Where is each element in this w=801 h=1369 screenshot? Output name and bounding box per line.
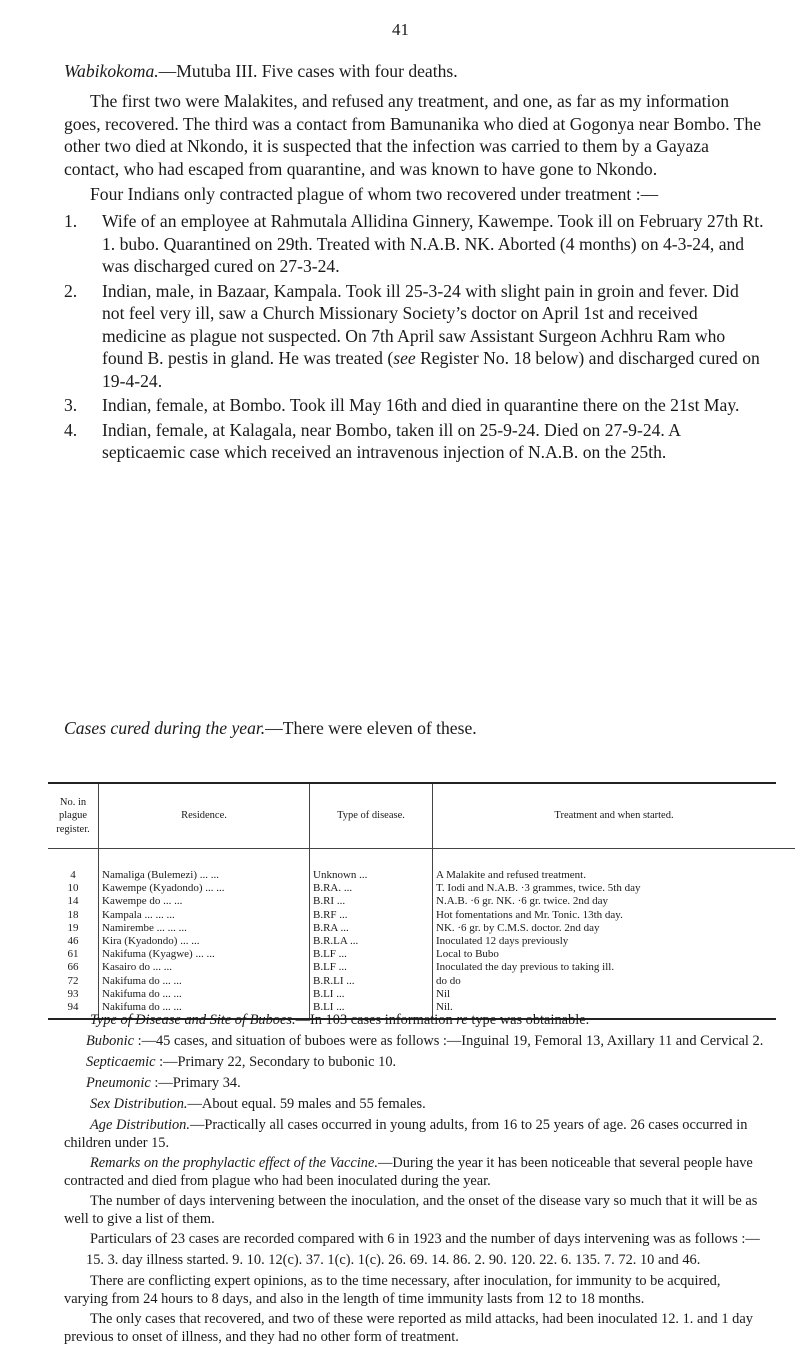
cell-treatment: Local to Bubo: [436, 948, 499, 961]
paragraph-four-indians: Four Indians only contracted plague of whom two recovered under treatment :—: [90, 184, 659, 204]
cell-register-no: 66: [48, 961, 99, 974]
cell-treatment: NK. ·6 gr. by C.M.S. doctor. 2nd day: [436, 921, 600, 934]
sex-text: —About equal. 59 males and 55 females.: [187, 1096, 426, 1112]
intro-heading: Wabikokoma.: [64, 61, 159, 81]
list-item-text: Wife of an employee at Rahmutala Allidina Ginnery, Kawempe. Took ill on February 27th Rt. 1. bubo. Quarantined on 29th. Treated with N.A.B. NK. Aborted (4 months) on 4-3-24, and was discharged cured on 27-3-24.: [102, 211, 764, 276]
bubonic-paragraph: [86, 1033, 776, 1051]
cell-treatment: Inoculated the day previous to taking ill.: [436, 961, 615, 974]
pneumonic-paragraph: [86, 1075, 776, 1093]
list-item: [64, 394, 764, 417]
days-list: 15. 3. day illness started. 9. 10. 12(c). 37. 1(c). 1(c). 26. 69. 14. 86. 2. 90. 120. 22. 6. 135. 7. 72. 10 and 46.: [86, 1252, 701, 1268]
cell-register-no: 93: [48, 988, 99, 1001]
header-residence: Residence.: [99, 784, 310, 849]
cell-treatment: Inoculated 12 days previously: [436, 935, 569, 948]
header-register-no: No. in plague register.: [48, 784, 99, 849]
list-item-text: Indian, female, at Kalagala, near Bombo, taken ill on 25-9-24. Died on 27-9-24. A septicaemic case which received an intravenous injection of N.A.B. on the 25th.: [102, 419, 680, 462]
table-body: [48, 849, 795, 1019]
cell-residence: Nakifuma do ... ...: [99, 975, 310, 988]
septicaemic-paragraph: [86, 1054, 776, 1072]
cell-register-no: 10: [48, 882, 99, 895]
page-number: 41: [392, 20, 409, 39]
table-row: [48, 961, 795, 974]
cell-type: B.LI ...: [310, 1001, 433, 1018]
cell-residence: Kampala ... ... ...: [99, 909, 310, 922]
cell-register-no: 14: [48, 895, 99, 908]
table-row: [48, 909, 795, 922]
bubonic-text: :—45 cases, and situation of buboes were as follows :—Inguinal 19, Femoral 13, Axillary 11 and Cervical 2.: [133, 1033, 764, 1049]
pneumonic-label: Pneumonic: [86, 1075, 151, 1091]
lower-text-block: [64, 1338, 764, 1368]
intro-paragraph: [64, 60, 764, 83]
cell-residence: Namaliga (Bulemezi) ... ...: [99, 849, 310, 883]
cell-residence: Kawempe do ... ...: [99, 895, 310, 908]
sex-paragraph: [64, 1096, 764, 1114]
paragraph-particulars: Particulars of 23 cases are recorded compared with 6 in 1923 and the number of days intervening was as follows :—: [90, 1231, 760, 1247]
cell-register-no: 4: [48, 849, 99, 883]
cell-type: B.RF ...: [310, 909, 433, 922]
table-row: [48, 975, 795, 988]
table-row: [48, 849, 795, 883]
list-item-number: 1.: [64, 211, 78, 231]
cured-paragraph: [64, 717, 764, 740]
remarks-heading: Remarks on the prophylactic effect of the Vaccine.: [90, 1155, 378, 1171]
table-header-row: [48, 784, 795, 849]
cell-residence: Nakifuma do ... ...: [99, 988, 310, 1001]
remarks-text: —During the year it has been noticeable that several people have contracted and died from plague who had been inoculated during the year.: [64, 1155, 753, 1189]
cell-register-no: 72: [48, 975, 99, 988]
cell-residence: Nakifuma do ... ...: [99, 1001, 310, 1018]
cell-register-no: 19: [48, 922, 99, 935]
type-heading: Type of Disease and Site of Buboes.: [90, 1012, 296, 1028]
cured-cases-table: [48, 782, 776, 1020]
table-row: [48, 895, 795, 908]
list-item-see: see: [393, 348, 416, 368]
intro-text: —Mutuba III. Five cases with four deaths.: [158, 61, 458, 81]
cell-type: B.RA. ...: [310, 882, 433, 895]
list-item-number: 2.: [64, 280, 78, 301]
cell-treatment: Nil: [436, 987, 451, 1000]
list-item-text: Indian, female, at Bombo. Took ill May 16th and died in quarantine there on the 21st May.: [102, 395, 740, 415]
type-text-after: type was obtainable.: [467, 1012, 590, 1028]
remarks-paragraph: [64, 1155, 764, 1190]
paragraph-days-vary: The number of days intervening between the inoculation, and the onset of the disease vary so much that it will be as well to give a list of them.: [64, 1193, 758, 1227]
cell-type: B.R.LI ...: [310, 975, 433, 988]
cell-type: B.LF ...: [310, 948, 433, 961]
list-item: [64, 419, 764, 464]
cell-residence: Kira (Kyadondo) ... ...: [99, 935, 310, 948]
sex-heading: Sex Distribution.: [90, 1096, 188, 1112]
cell-treatment: T. Iodi and N.A.B. ·3 grammes, twice. 5th day: [436, 882, 641, 895]
bubonic-label: Bubonic: [86, 1033, 134, 1049]
cell-treatment: do do: [436, 974, 461, 987]
cell-type: B.RA ...: [310, 922, 433, 935]
table-row: [48, 948, 795, 961]
list-item-number: 4.: [64, 419, 78, 440]
septicaemic-text: :—Primary 22, Secondary to bubonic 10.: [155, 1054, 397, 1070]
cell-register-no: 94: [48, 1001, 99, 1018]
age-paragraph: [64, 1117, 764, 1152]
cell-type: B.LF ...: [310, 961, 433, 974]
cell-residence: Namirembe ... ... ...: [99, 922, 310, 935]
cell-type: B.RI ...: [310, 895, 433, 908]
cell-register-no: 46: [48, 935, 99, 948]
list-item-text-before: Indian, male, in Bazaar, Kampala. Took ill 25-3-24 with slight pain in groin and fever. Did not feel very ill, saw a Church Missionary Society’s doctor on April 1st and received medicine as plague not suspected. On 7th April saw Assistant Surgeon Achhru Ram who found B. pestis in gland. He was treated (: [102, 280, 739, 368]
type-re: re: [456, 1012, 468, 1028]
list-item-text-after: Register No. 18 below) and discharged cured on 19-4-24.: [102, 348, 760, 391]
pneumonic-text: :—Primary 34.: [150, 1075, 241, 1091]
list-item: [64, 210, 764, 278]
cell-type: B.R.LA ...: [310, 935, 433, 948]
cell-residence: Nakifuma (Kyagwe) ... ...: [99, 948, 310, 961]
paragraph-conflicting: There are conflicting expert opinions, as to the time necessary, after inoculation, for immunity to be acquired, varying from 24 hours to 8 days, and also in the length of time immunity lasts from 12 to 18 months.: [64, 1273, 721, 1307]
list-item: [64, 280, 764, 393]
cell-treatment: Hot fomentations and Mr. Tonic. 13th day.: [436, 908, 623, 921]
cell-treatment: A Malakite and refused treatment.: [436, 869, 586, 881]
paragraph-only-cases: The only cases that recovered, and two of these were reported as mild attacks, had been inoculated 12. 1. and 1 day previous to onset of illness, and they had no other form of treatment.: [64, 1311, 753, 1345]
list-item-number: 3.: [64, 395, 78, 415]
type-text-before: —In 103 cases information: [295, 1012, 457, 1028]
cell-treatment: Nil.: [436, 1001, 453, 1014]
table-row: [48, 922, 795, 935]
table-row: [48, 882, 795, 895]
cell-type: B.LI ...: [310, 988, 433, 1001]
cell-register-no: 18: [48, 909, 99, 922]
cell-register-no: 61: [48, 948, 99, 961]
cell-residence: Kawempe (Kyadondo) ... ...: [99, 882, 310, 895]
indian-cases-list: [64, 210, 764, 466]
cell-residence: Kasairo do ... ...: [99, 961, 310, 974]
header-treatment: Treatment and when started.: [433, 784, 796, 849]
cured-heading: Cases cured during the year.: [64, 718, 266, 738]
header-type: Type of disease.: [310, 784, 433, 849]
cured-text: —There were eleven of these.: [265, 718, 477, 738]
table-row: [48, 988, 795, 1001]
paragraph-first-two: The first two were Malakites, and refused any treatment, and one, as far as my information goes, recovered. The third was a contact from Bamunanika who died at Gogonya near Bombo. The other two died at Nkondo, it is suspected that the infection was carried to them by a Gayaza contact, who had escaped from quarantine, and was known to have gone to Nkondo.: [64, 91, 762, 179]
age-heading: Age Distribution.: [90, 1117, 190, 1133]
cell-treatment: N.A.B. ·6 gr. NK. ·6 gr. twice. 2nd day: [436, 895, 609, 908]
cell-type: Unknown ...: [310, 849, 433, 883]
table-row: [48, 935, 795, 948]
age-text: —Practically all cases occurred in young adults, from 16 to 25 years of age. 26 cases occurred in children under 15.: [64, 1117, 748, 1151]
septicaemic-label: Septicaemic: [86, 1054, 156, 1070]
type-paragraph: [64, 1012, 764, 1030]
